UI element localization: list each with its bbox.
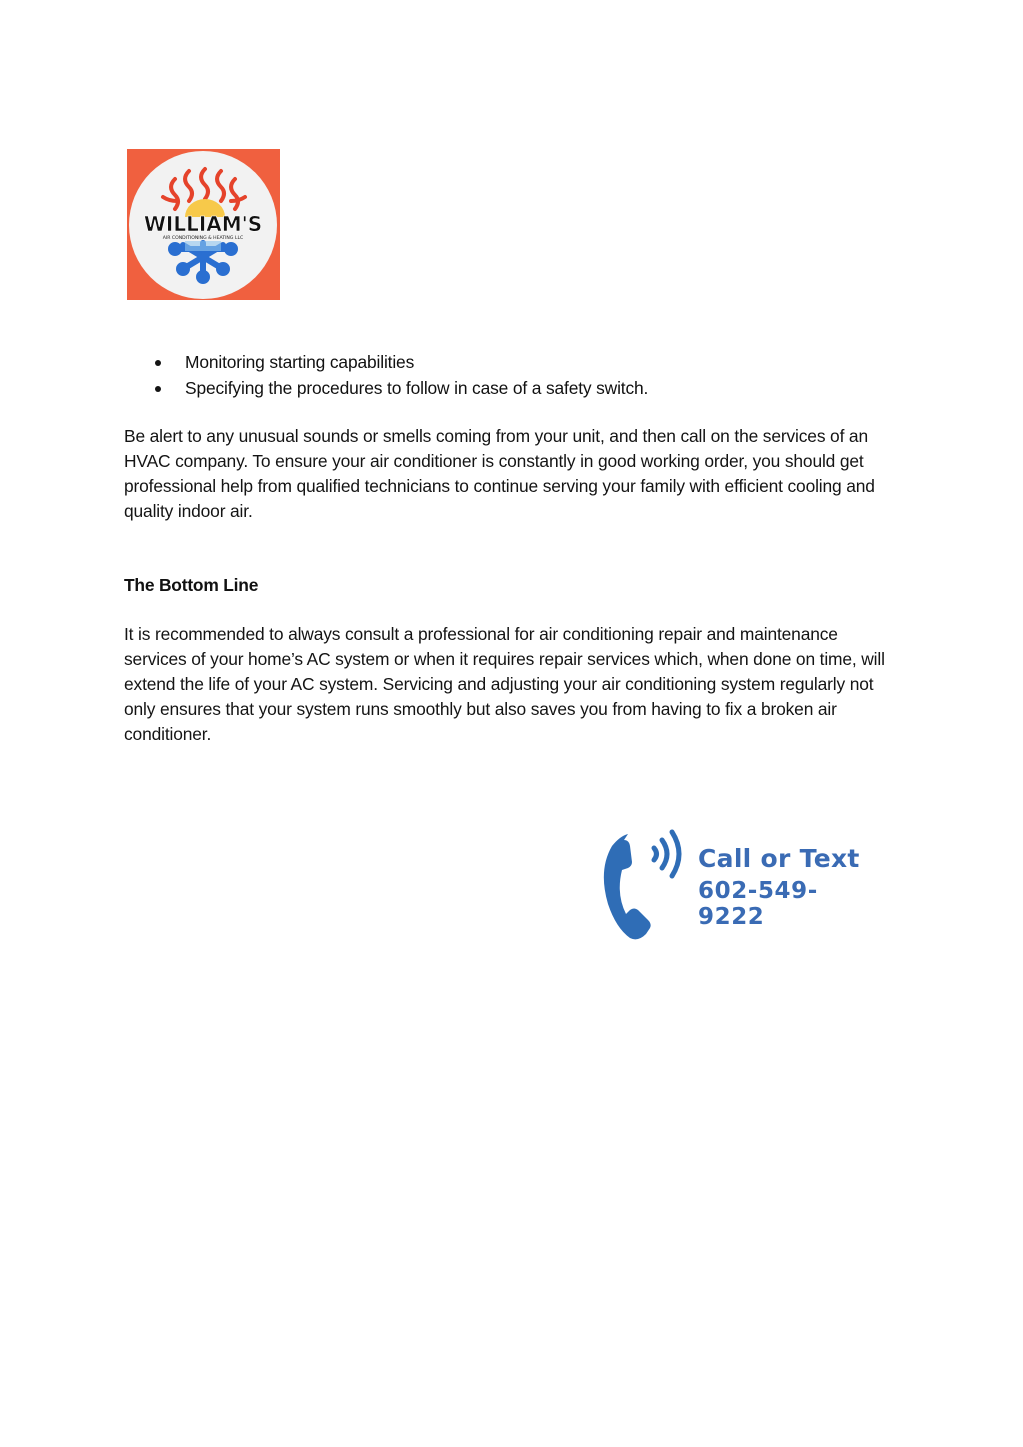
bullet-dot [155,386,161,392]
bullet-text: Specifying the procedures to follow in case of a safety switch. [185,377,649,398]
logo-brand-text: WILLIAM'S [143,212,263,236]
bullet-dot [155,360,161,366]
section-heading: The Bottom Line [124,575,259,595]
paragraph-bottom-line: It is recommended to always consult a professional for air conditioning repair and maintenance services of your home’s AC system or when it requires repair services which, when done on time, will extend the life of your AC system. Servicing and adjusting your air conditioning system regularly not only ensures that your system runs smoothly but also saves you from having to fix a broken air conditioner. [124,624,885,744]
paragraph-hvac-advice: Be alert to any unusual sounds or smells coming from your unit, and then call on the services of an HVAC company. To ensure your air conditioner is constantly in good working order, you should get professional help from qualified technicians to continue serving your family with efficient cooling and quality indoor air. [124,426,875,521]
logo-graphic [127,149,280,300]
bullet-item [124,350,648,376]
bullet-list [124,350,648,401]
bullet-item [124,376,648,402]
phone-number-link[interactable]: 602-549-9222 [698,878,818,930]
phone-ringing-icon [600,822,690,940]
company-logo [127,149,280,300]
bullet-text: Monitoring starting capabilities [185,352,415,372]
call-or-text-banner[interactable] [600,822,870,940]
call-or-text-label: Call or Text [698,844,860,873]
logo-tagline: AIR CONDITIONING & HEATING LLC [162,236,244,241]
